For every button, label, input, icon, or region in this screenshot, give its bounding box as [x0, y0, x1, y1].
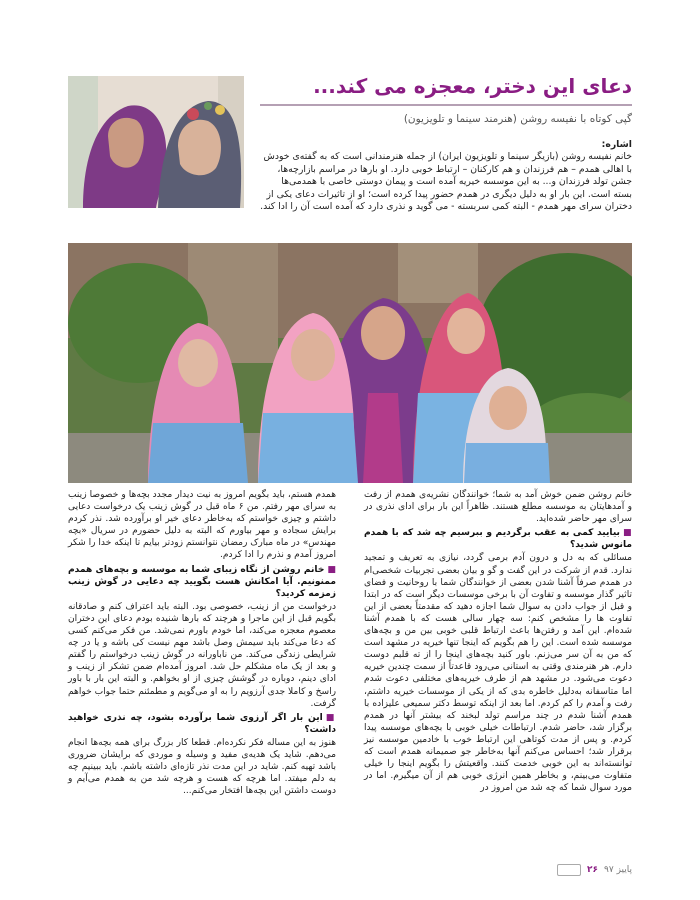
- left-paragraph-2: درخواست من از زینب، خصوصی بود. البته باید اعتراف کنم و صادقانه بگویم قبل از این ماجرا و هرچند که بارها شنیده بودم دعای این دختران معصوم معجزه می‌کند، اما خودم باورم نمی‌شد. من فکر می‌کنم کسی که دعا می‌کند باید سیمش وصل باشد مهم نیست کی باشه و یا در چه شرایطی زندگی می‌کند. من ناباورانه در گوش زینب درخواستم را گفتم و بعد از یک ماه مشکلم حل شد. امروز آمده‌ام ضمن تشکر از زینب و ادای دینم، دوباره در گوشش چیزی از او بخواهم. و البته این بار با باور راسخ و کاملا جدی آرزویم را به او می‌گویم و مطمئنم حتما جواب خواهم گرفت.: [68, 601, 336, 709]
- footer-season: پاییز ۹۷: [604, 865, 632, 875]
- left-question-1-text: خانم روشن از نگاه زیبای شما به موسسه و بچه‌های همدم ممنونیم. آیا امکانش هست بگویید چه دعایی در گوش زینب زمزمه کردید؟: [68, 564, 336, 599]
- two-girls-photo: [68, 76, 244, 208]
- left-question-1: [68, 564, 336, 600]
- article-title: دعای این دختر، معجزه می کند...: [313, 74, 632, 98]
- title-divider: [260, 104, 632, 106]
- left-column: [68, 489, 336, 799]
- left-paragraph-3: هنوز به این مساله فکر نکرده‌ام. قطعا کار بزرگ برای همه بچه‌ها انجام می‌دهم. شاید یک هدیه‌ی مفید و وسیله و موردی که برایشان ضروری باشد تهیه کنم. شاید در این مدت نذر تازه‌ای داشته باشم. باید ببینیم چه به دلم میفتد. اما هرچه که هست و هرچه شد من به همدم می‌آیم و دوست داشتن این بچه‌ها افتخار می‌کنم...: [68, 737, 336, 797]
- group-photo: [68, 243, 632, 483]
- intro-text: خانم نفیسه روشن (بازیگر سینما و تلویزیون ایران) از جمله هنرمندانی است که به گفته‌ی خودش با اهالی همدم – هم فرزندان و هم کارکنان – ارتباط خوبی دارد. او بارها در مراسم بازارچه‌ها، جشن تولد فرزندان و... به این موسسه خیریه آمده است و پیمان دوستی خاصی با همدمی‌ها بسته است. این بار او به دلیل دیگری در همدم حضور پیدا کرده است؛ او از تاثیرات دعای یکی از دختران سرای مهر همدم - البته کمی سربسته - می گوید و نذری دارد که آمده است آن را ادا کند.: [260, 151, 632, 213]
- left-question-2: [68, 712, 336, 736]
- page-number: ۲۶: [587, 865, 599, 875]
- question-bullet-icon: ■: [327, 564, 336, 575]
- intro-label: اشاره:: [601, 139, 632, 150]
- top-photo: [68, 76, 244, 208]
- right-question-1: [364, 527, 632, 551]
- magazine-logo-icon: [557, 864, 581, 876]
- page-footer: [557, 864, 632, 876]
- left-question-2-text: این بار اگر آرزوی شما برآورده بشود، چه نذری خواهید داشت؟: [68, 712, 336, 735]
- right-paragraph-1: خانم روشن ضمن خوش آمد به شما؛ خوانندگان نشریه‌ی همدم از رفت و آمدهایتان به موسسه مطلع هستند. ظاهراً این بار برای ادای نذری در سرای مهر حاضر شده‌اید.: [364, 490, 632, 525]
- question-bullet-icon: ■: [325, 712, 337, 723]
- left-paragraph-1: همدم هستم، باید بگویم امروز به نیت دیدار مجدد بچه‌ها و خصوصا زینب به سرای مهر رفتم. من ۶ ماه قبل در گوش زینب یک درخواست دعایی داشتم و چیزی خواستم که به‌خاطر دعای خیر او برآورده شد. نذر کردم برایش سجاده و مهر بیاورم که البته به دلیل حضورم در سریال «بچه مهندس» در ماه مبارک رمضان نتوانستم زودتر بیایم تا اینکه خدا را شکر امروز آمدم و نذرم را ادا کردم.: [68, 490, 336, 561]
- article-subtitle: گپی کوتاه با نفیسه روشن (هنرمند سینما و تلویزیون): [403, 113, 632, 125]
- right-paragraph-2: مسائلی که به دل و درون آدم برمی گردد، نیازی به تعریف و تمجید ندارد. قدم از شرکت در این گفت و گو و بیان بعضی تجربیات شخصی‌ام در همدم صرفاً آشنا شدن بعضی از خوانندگان شما با روحانیت و فضای تاثیر گذار موسسه و تفاوت آن با برخی موسسات دیگر است که در ابتدا و قبل از جواب دادن به سوال شما اجازه دهید که مقدمتاً بعضی از این تفاوت ها را مشخص کنم: سه چهار سالی هست که با همدم آشنا شده‌ام. این آمد و رفتن‌ها باعث ارتباط قلبی خوبی بین من و بچه‌های موسسه شده است. این را هم بگویم که اینجا تنها خیریه در مشهد است که من به آن سر می‌زنم. باور کنید بچه‌های اینجا را از ته قلبم دوست دارم. هر هنرمندی وقتی به استانی می‌رود قاعدتاً از سمت چندین خیریه دعوت می‌شود. در مشهد هم از طرف خیریه‌های مختلفی دعوت شدم اما متاسفانه به‌دلیل خاطره بدی که از یکی از موسسات خیریه داشتم، رفت و آمدم را کم کردم. اما بعد از اینکه توسط دکتر سمیعی علیزاده با همدم آشنا شدم در چند مراسم تولد لبخند که بیشتر آنها در همدم برگزار شد، حاضر شدم. ارتباطات خیلی خوبی با بچه‌های موسسه پیدا کردم. و پس از مدت کوتاهی این ارتباط خوب با خادمین موسسه نیز برقرار شد؛ احساس می‌کنم آنها به‌خاطر جو صمیمانه همدم است که توانسته‌اند به این خوبی خدمت کنند. واقعیتش را بگویم اینجا را خیلی متفاوت می‌بینم، و بخاطر همین انرژی خوبی هم از آن میگیرم. اما در مورد سوال شما که چه شد من امروز در: [364, 553, 632, 794]
- hero-photo: [68, 243, 632, 483]
- intro-block: [260, 139, 632, 213]
- right-column: [364, 489, 632, 796]
- right-question-1-text: بیایید کمی به عقب برگردیم و ببرسیم چه شد که با همدم مانوس شدید؟: [364, 528, 632, 551]
- question-bullet-icon: ■: [622, 528, 632, 539]
